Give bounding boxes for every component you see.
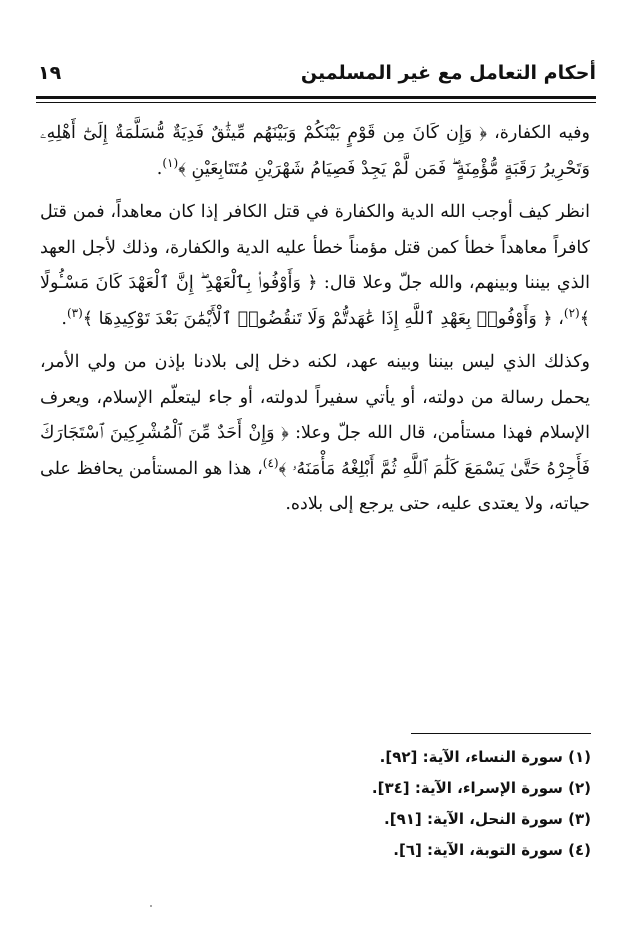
paragraph-text: ، هذا هو المستأمن يحافظ على حياته، ولا يعتدى عليه، حتى يرجع إلى بلاده.: [40, 458, 590, 514]
page-number: ١٩: [38, 62, 62, 84]
paragraph-text: وفيه الكفارة،: [487, 123, 590, 143]
paragraph-3: [40, 345, 590, 523]
scan-speck: [150, 905, 152, 907]
footnote-item: (٢) سورة الإسراء، الآية: [٣٤].: [371, 779, 591, 797]
main-text: [40, 116, 590, 523]
footnote-ref: (٤): [262, 455, 279, 470]
footnote-ref: (٣): [66, 305, 83, 320]
quran-verse: ﴿ وَأَوْفُوا۟ بِعَهْدِ ٱللَّهِ إِذَا عَٰهَدتُّمْ وَلَا تَنقُضُوا۟ ٱلْأَيْمَٰنَ بَعْدَ تَوْكِيدِهَا ﴾: [82, 308, 553, 329]
footnote-ref: (٢): [563, 305, 580, 320]
quran-verse: ﴿ وَإِن كَانَ مِن قَوْمٍ بَيْنَكُمْ وَبَيْنَهُم مِّيثَٰقٌ فَدِيَةٌ مُّسَلَّمَةٌ إِلَىٰٓ أَهْلِهِۦ وَتَحْرِيرُ رَقَبَةٍ مُّؤْمِنَةٍ ۖ فَمَن لَّمْ يَجِدْ فَصِيَامُ شَهْرَيْنِ مُتَتَابِعَيْنِ ﴾: [40, 123, 590, 179]
footnote-item: (٣) سورة النحل، الآية: [٩١].: [384, 810, 591, 828]
header-rule: [36, 96, 596, 99]
footnote-ref: (١): [162, 155, 179, 170]
paragraph-text: .: [156, 158, 163, 179]
footnote-separator: [411, 733, 591, 734]
paragraph-1: [40, 116, 590, 187]
quran-verse: ﴿ وَأَوْفُوا۟ بِٱلْعَهْدِ ۖ إِنَّ ٱلْعَهْدَ كَانَ مَسْـُٔولًا ﴾: [40, 273, 590, 329]
paragraph-text: انظر كيف أوجب الله الدية والكفارة في قتل الكافر إذا كان معاهداً، فمن قتل كافراً معاهداً خطأ كمن قتل مؤمناً خطأ عليه الدية والكفارة، وذلك لأجل العهد الذي بيننا وبينهم، والله جلّ وعلا قال:: [40, 202, 590, 293]
footnote-item: (٤) سورة التوبة، الآية: [٦].: [393, 841, 591, 859]
paragraph-2: [40, 195, 590, 337]
footnotes: [191, 742, 591, 866]
page-header: [36, 62, 596, 92]
paragraph-text: وكذلك الذي ليس بيننا وبينه عهد، لكنه دخل إلى بلادنا بإذن من ولي الأمر، يحمل رسالة من دولته، أو يأتي سفيراً لدولته، أو جاء ليتعلّم الإسلام، ويعرف الإسلام فهذا مستأمن، قال الله جلّ وعلا:: [40, 352, 591, 443]
paragraph-text: ،: [552, 308, 564, 329]
running-title: أحكام التعامل مع غير المسلمين: [300, 62, 596, 84]
header-rule-thin: [36, 102, 596, 103]
paragraph-text: .: [61, 308, 67, 329]
quran-verse: ﴿ وَإِنْ أَحَدٌ مِّنَ ٱلْمُشْرِكِينَ ٱسْتَجَارَكَ فَأَجِرْهُ حَتَّىٰ يَسْمَعَ كَلَٰمَ ٱللَّهِ ثُمَّ أَبْلِغْهُ مَأْمَنَهُۥ ﴾: [40, 423, 590, 479]
footnote-item: (١) سورة النساء، الآية: [٩٢].: [379, 748, 591, 766]
